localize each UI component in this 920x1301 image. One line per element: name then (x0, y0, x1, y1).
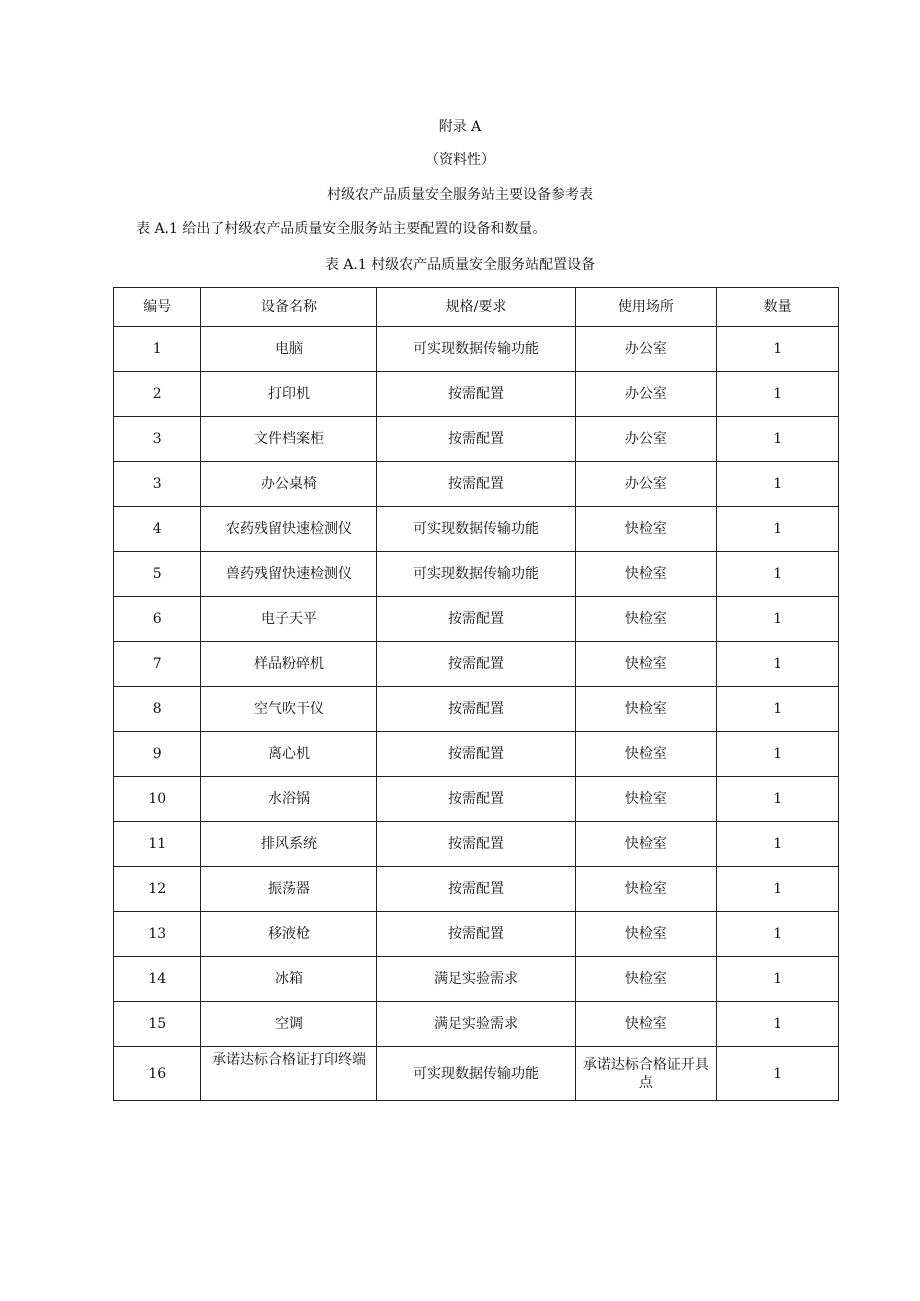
appendix-title: 附录 A (438, 119, 482, 135)
table-row (114, 732, 839, 777)
cell-quantity: 1 (717, 372, 839, 417)
table-row (114, 552, 839, 597)
cell-location: 快检室 (575, 507, 717, 552)
cell-number: 16 (114, 1047, 201, 1101)
cell-location: 快检室 (575, 732, 717, 777)
cell-number: 12 (114, 867, 201, 912)
cell-number: 9 (114, 732, 201, 777)
table-row (114, 327, 839, 372)
cell-specification: 按需配置 (377, 642, 575, 687)
appendix-heading: 村级农产品质量安全服务站主要设备参考表 (327, 187, 593, 203)
cell-quantity: 1 (717, 642, 839, 687)
cell-specification: 按需配置 (377, 867, 575, 912)
cell-quantity: 1 (717, 1002, 839, 1047)
cell-number: 1 (114, 327, 201, 372)
cell-location: 快检室 (575, 957, 717, 1002)
cell-specification: 按需配置 (377, 417, 575, 462)
cell-equipment-name: 承诺达标合格证打印终端 (201, 1047, 377, 1101)
cell-location: 快检室 (575, 597, 717, 642)
cell-quantity: 1 (717, 822, 839, 867)
table-header (114, 288, 839, 327)
cell-equipment-name: 空气吹干仪 (201, 687, 377, 732)
cell-specification: 按需配置 (377, 732, 575, 777)
cell-location: 快检室 (575, 642, 717, 687)
cell-number: 3 (114, 462, 201, 507)
cell-quantity: 1 (717, 507, 839, 552)
cell-specification: 按需配置 (377, 912, 575, 957)
cell-location: 快检室 (575, 867, 717, 912)
intro-paragraph: 表 A.1 给出了村级农产品质量安全服务站主要配置的设备和数量。 (136, 221, 547, 237)
cell-number: 13 (114, 912, 201, 957)
cell-quantity: 1 (717, 732, 839, 777)
cell-quantity: 1 (717, 912, 839, 957)
cell-specification: 可实现数据传输功能 (377, 552, 575, 597)
cell-quantity: 1 (717, 552, 839, 597)
table-row (114, 777, 839, 822)
cell-specification: 按需配置 (377, 597, 575, 642)
table-row (114, 687, 839, 732)
table-row (114, 462, 839, 507)
cell-equipment-name: 办公桌椅 (201, 462, 377, 507)
cell-number: 14 (114, 957, 201, 1002)
cell-quantity: 1 (717, 777, 839, 822)
table-row (114, 867, 839, 912)
header-specification: 规格/要求 (377, 288, 575, 327)
cell-location: 办公室 (575, 327, 717, 372)
cell-equipment-name: 离心机 (201, 732, 377, 777)
cell-quantity: 1 (717, 417, 839, 462)
table-row (114, 372, 839, 417)
cell-equipment-name: 电脑 (201, 327, 377, 372)
cell-location: 办公室 (575, 417, 717, 462)
table-row (114, 507, 839, 552)
table-row (114, 417, 839, 462)
table-row (114, 642, 839, 687)
cell-number: 4 (114, 507, 201, 552)
cell-equipment-name: 水浴锅 (201, 777, 377, 822)
cell-quantity: 1 (717, 957, 839, 1002)
table-row (114, 822, 839, 867)
cell-specification: 按需配置 (377, 687, 575, 732)
cell-number: 15 (114, 1002, 201, 1047)
cell-quantity: 1 (717, 1047, 839, 1101)
cell-equipment-name: 排风系统 (201, 822, 377, 867)
cell-number: 11 (114, 822, 201, 867)
header-number: 编号 (114, 288, 201, 327)
cell-location: 快检室 (575, 777, 717, 822)
cell-location: 快检室 (575, 1002, 717, 1047)
cell-specification: 可实现数据传输功能 (377, 327, 575, 372)
table-caption: 表 A.1 村级农产品质量安全服务站配置设备 (324, 257, 596, 273)
cell-specification: 按需配置 (377, 777, 575, 822)
table-row (114, 912, 839, 957)
cell-specification: 可实现数据传输功能 (377, 507, 575, 552)
cell-equipment-name: 振荡器 (201, 867, 377, 912)
cell-number: 3 (114, 417, 201, 462)
cell-equipment-name: 农药残留快速检测仪 (201, 507, 377, 552)
cell-quantity: 1 (717, 867, 839, 912)
cell-equipment-name: 空调 (201, 1002, 377, 1047)
cell-specification: 可实现数据传输功能 (377, 1047, 575, 1101)
cell-equipment-name: 文件档案柜 (201, 417, 377, 462)
cell-specification: 按需配置 (377, 822, 575, 867)
cell-number: 8 (114, 687, 201, 732)
cell-quantity: 1 (717, 687, 839, 732)
cell-number: 5 (114, 552, 201, 597)
cell-location: 快检室 (575, 912, 717, 957)
equipment-table (113, 287, 839, 1101)
table-row (114, 957, 839, 1002)
cell-number: 7 (114, 642, 201, 687)
cell-equipment-name: 冰箱 (201, 957, 377, 1002)
cell-specification: 按需配置 (377, 372, 575, 417)
cell-equipment-name: 移液枪 (201, 912, 377, 957)
cell-quantity: 1 (717, 462, 839, 507)
cell-equipment-name: 兽药残留快速检测仪 (201, 552, 377, 597)
cell-equipment-name: 打印机 (201, 372, 377, 417)
cell-number: 10 (114, 777, 201, 822)
cell-quantity: 1 (717, 327, 839, 372)
cell-number: 6 (114, 597, 201, 642)
cell-specification: 按需配置 (377, 462, 575, 507)
cell-location: 快检室 (575, 687, 717, 732)
cell-equipment-name: 电子天平 (201, 597, 377, 642)
cell-location: 承诺达标合格证开具点 (575, 1047, 717, 1101)
cell-specification: 满足实验需求 (377, 957, 575, 1002)
header-location: 使用场所 (575, 288, 717, 327)
cell-equipment-name: 样品粉碎机 (201, 642, 377, 687)
cell-number: 2 (114, 372, 201, 417)
table-row (114, 1002, 839, 1047)
table-row (114, 1047, 839, 1101)
cell-location: 办公室 (575, 372, 717, 417)
table-row (114, 597, 839, 642)
header-quantity: 数量 (717, 288, 839, 327)
table-body (114, 327, 839, 1101)
cell-quantity: 1 (717, 597, 839, 642)
header-equipment-name: 设备名称 (201, 288, 377, 327)
cell-location: 快检室 (575, 552, 717, 597)
appendix-type: （资料性） (425, 152, 495, 168)
table-header-row (114, 288, 839, 327)
cell-location: 快检室 (575, 822, 717, 867)
cell-location: 办公室 (575, 462, 717, 507)
cell-specification: 满足实验需求 (377, 1002, 575, 1047)
